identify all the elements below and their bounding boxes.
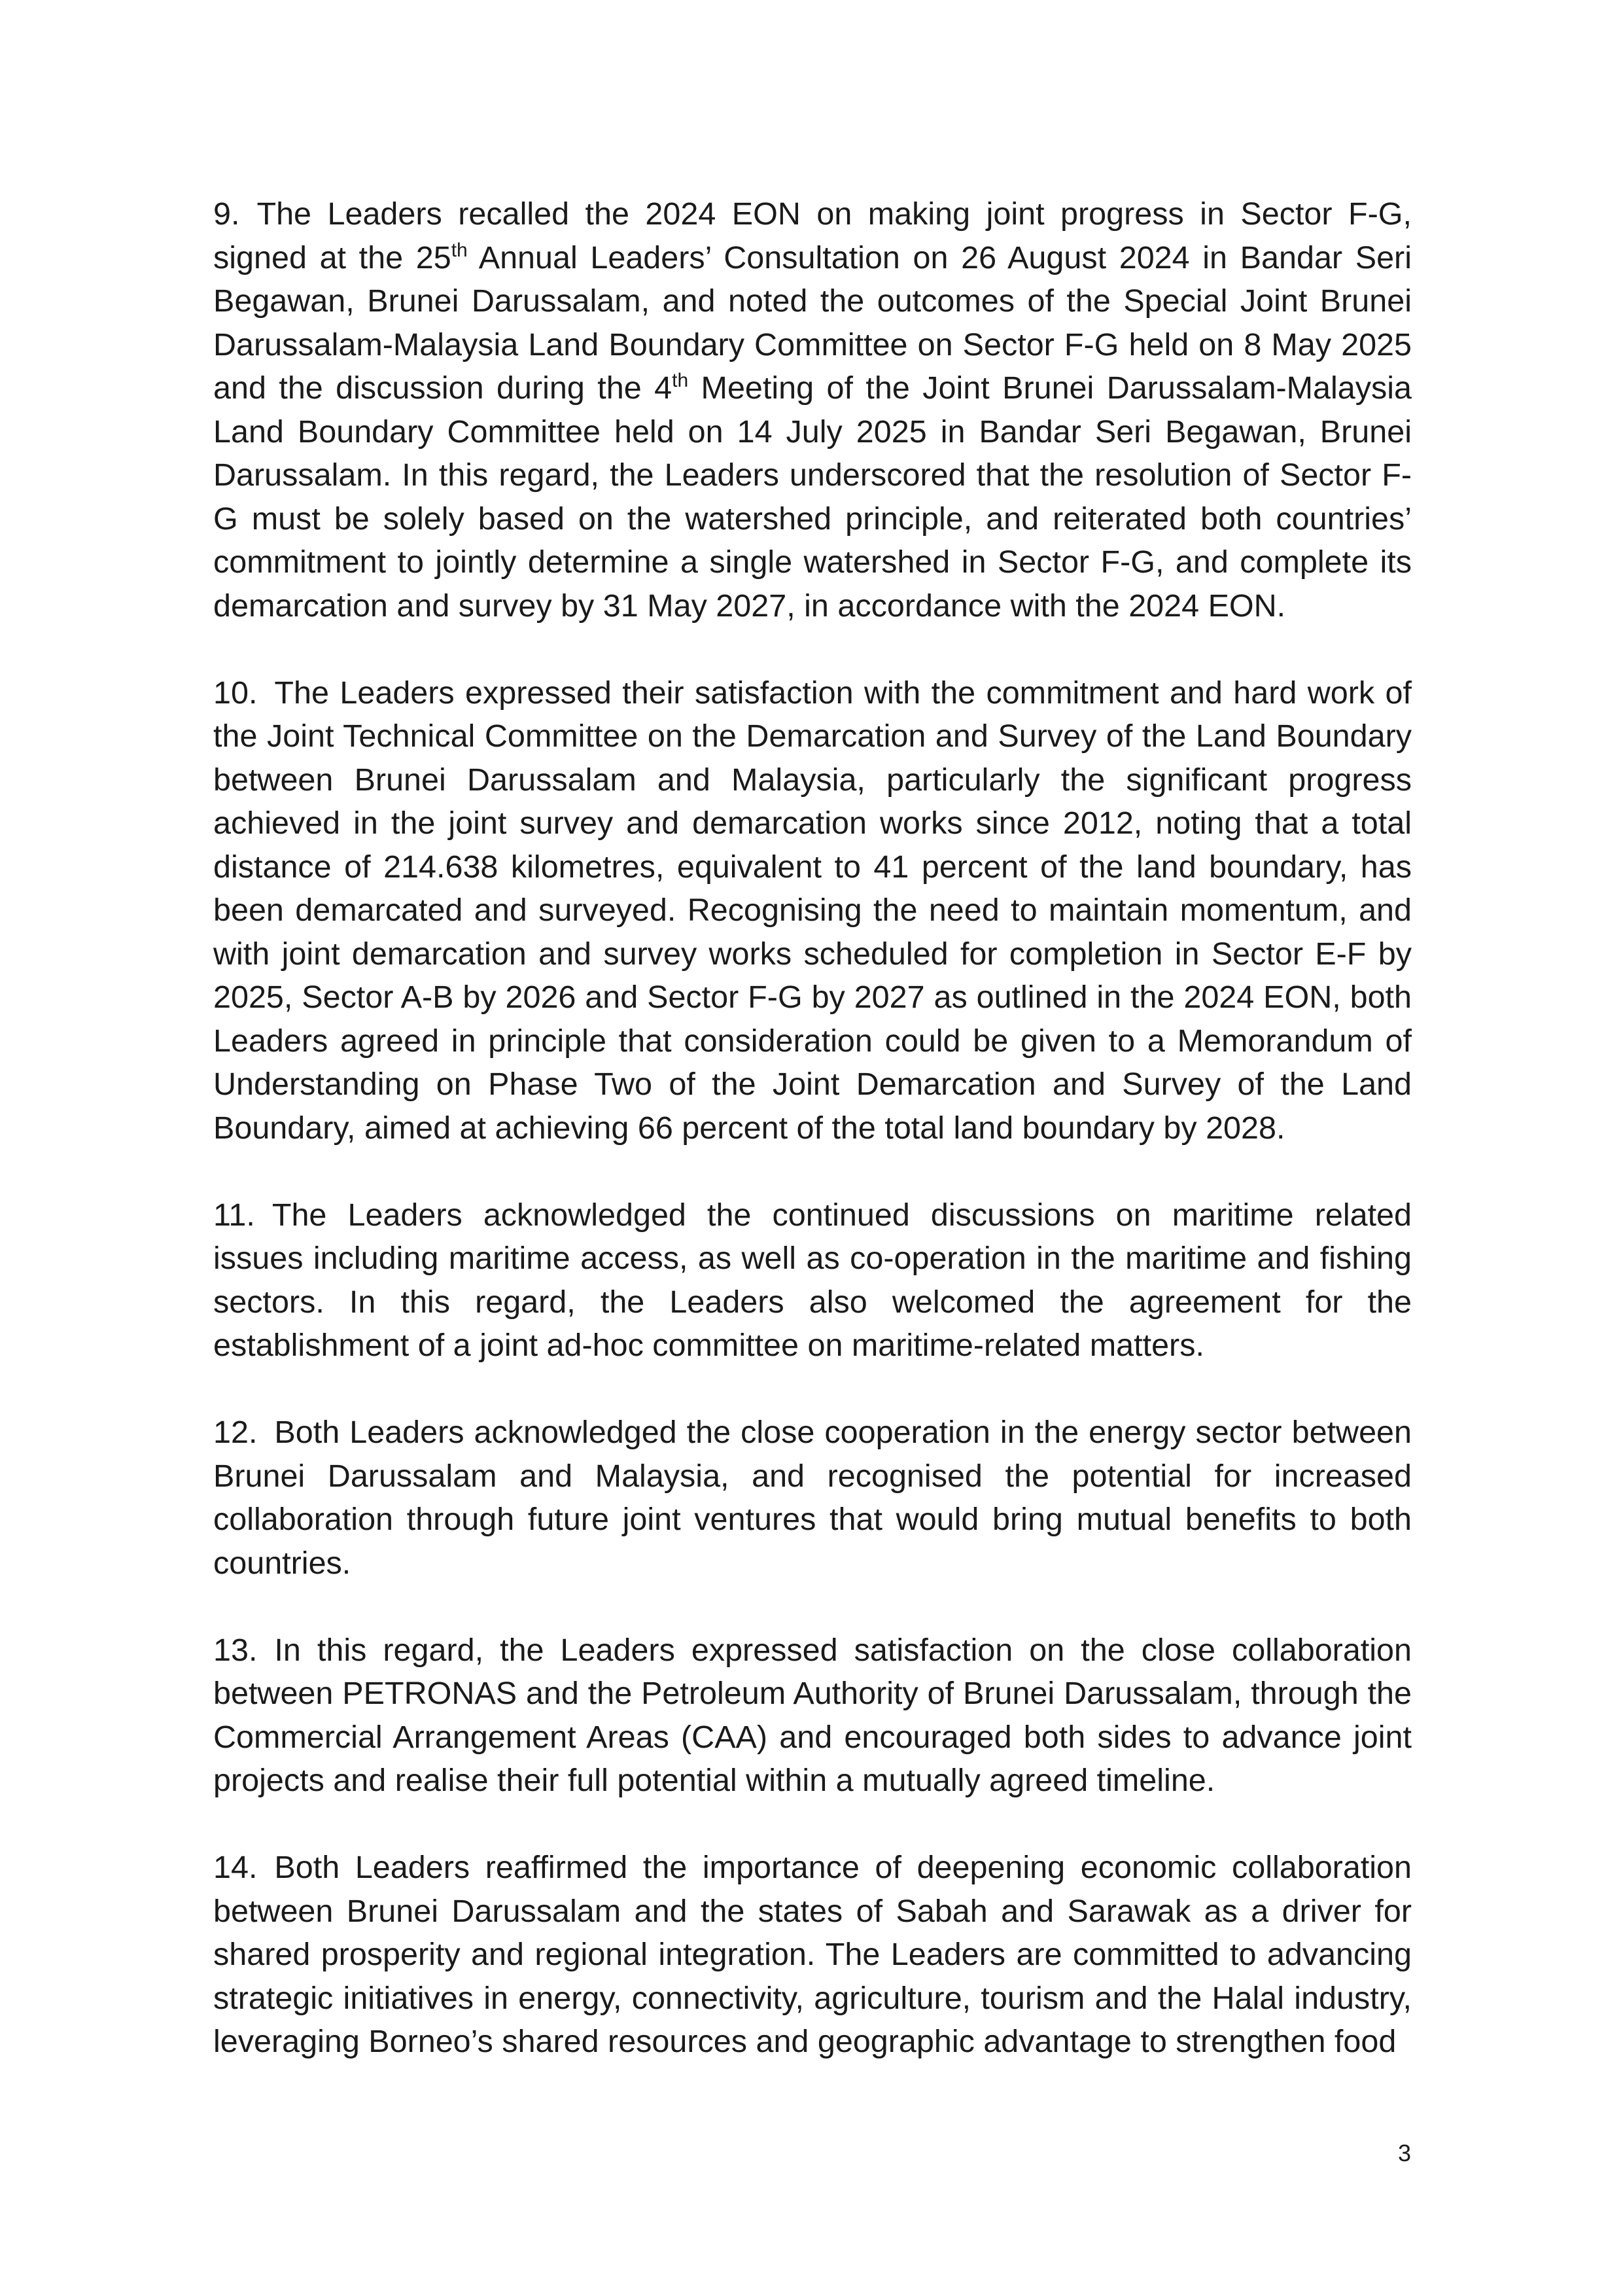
- paragraph-text: In this regard, the Leaders expressed satisfaction on the close collaboration between PETRONAS and the Petroleum Authority of Brunei Darussalam, through the Commercial Arrangement Areas (CAA) and encouraged both sides to advance joint projects and realise their full potential within a mutually agreed timeline.: [213, 1632, 1412, 1798]
- paragraph: [213, 671, 1412, 1150]
- document-body: [213, 192, 1412, 2107]
- paragraph-text: Both Leaders acknowledged the close cooperation in the energy sector between Brunei Darussalam and Malaysia, and recognised the potential for increased collaboration through future joint ventures that would bring mutual benefits to both countries.: [213, 1415, 1412, 1581]
- paragraph-text: Meeting of the Joint Brunei Darussalam-Malaysia Land Boundary Committee held on 14 July 2025 in Bandar Seri Begawan, Brunei Darussalam. In this regard, the Leaders underscored that the resolution of Sector F-G must be solely based on the watershed principle, and reiterated both countries’ commitment to jointly determine a single watershed in Sector F-G, and complete its demarcation and survey by 31 May 2027, in accordance with the 2024 EON.: [213, 370, 1412, 624]
- paragraph: [213, 1846, 1412, 2064]
- paragraph-text: Both Leaders reaffirmed the importance of deepening economic collaboration between Brunei Darussalam and the states of Sabah and Sarawak as a driver for shared prosperity and regional integration. The Leaders are committed to advancing strategic initiatives in energy, connectivity, agriculture, tourism and the Halal industry, leveraging Borneo’s shared resources and geographic advantage to strengthen food: [213, 1850, 1412, 2059]
- paragraph-number: 12.: [213, 1415, 258, 1450]
- paragraph: [213, 1629, 1412, 1803]
- paragraph-text: The Leaders acknowledged the continued discussions on maritime related issues including maritime access, as well as co-operation in the maritime and fishing sectors. In this regard, the Leaders also welcomed the agreement for the establishment of a joint ad-hoc committee on maritime-related matters.: [213, 1197, 1412, 1363]
- paragraph-text: The Leaders expressed their satisfaction with the commitment and hard work of the Joint Technical Committee on the Demarcation and Survey of the Land Boundary between Brunei Darussalam and Malaysia, particularly the significant progress achieved in the joint survey and demarcation works since 2012, noting that a total distance of 214.638 kilometres, equivalent to 41 percent of the land boundary, has been demarcated and surveyed. Recognising the need to maintain momentum, and with joint demarcation and survey works scheduled for completion in Sector E-F by 2025, Sector A-B by 2026 and Sector F-G by 2027 as outlined in the 2024 EON, both Leaders agreed in principle that consideration could be given to a Memorandum of Understanding on Phase Two of the Joint Demarcation and Survey of the Land Boundary, aimed at achieving 66 percent of the total land boundary by 2028.: [213, 675, 1412, 1146]
- ordinal-superscript: th: [672, 370, 689, 391]
- paragraph-number: 9.: [213, 196, 240, 232]
- paragraph: [213, 1193, 1412, 1368]
- paragraph: [213, 1411, 1412, 1585]
- paragraph-text: The Leaders recalled the 2024 EON on making joint progress in Sector F-G, signed at the 25: [213, 196, 1412, 275]
- paragraph-number: 14.: [213, 1850, 258, 1885]
- page-number: 3: [1397, 2140, 1411, 2166]
- ordinal-superscript: th: [451, 239, 468, 261]
- paragraph-number: 11.: [213, 1197, 255, 1233]
- paragraph-number: 10.: [213, 675, 258, 711]
- paragraph: [213, 192, 1412, 627]
- paragraph-text: Annual Leaders’ Consultation on 26 August 2024 in Bandar Seri Begawan, Brunei Darussalam, and noted the outcomes of the Special Joint Brunei Darussalam-Malaysia Land Boundary Committee on Sector F-G held on 8 May 2025 and the discussion during the 4: [213, 239, 1412, 406]
- paragraph-number: 13.: [213, 1632, 258, 1668]
